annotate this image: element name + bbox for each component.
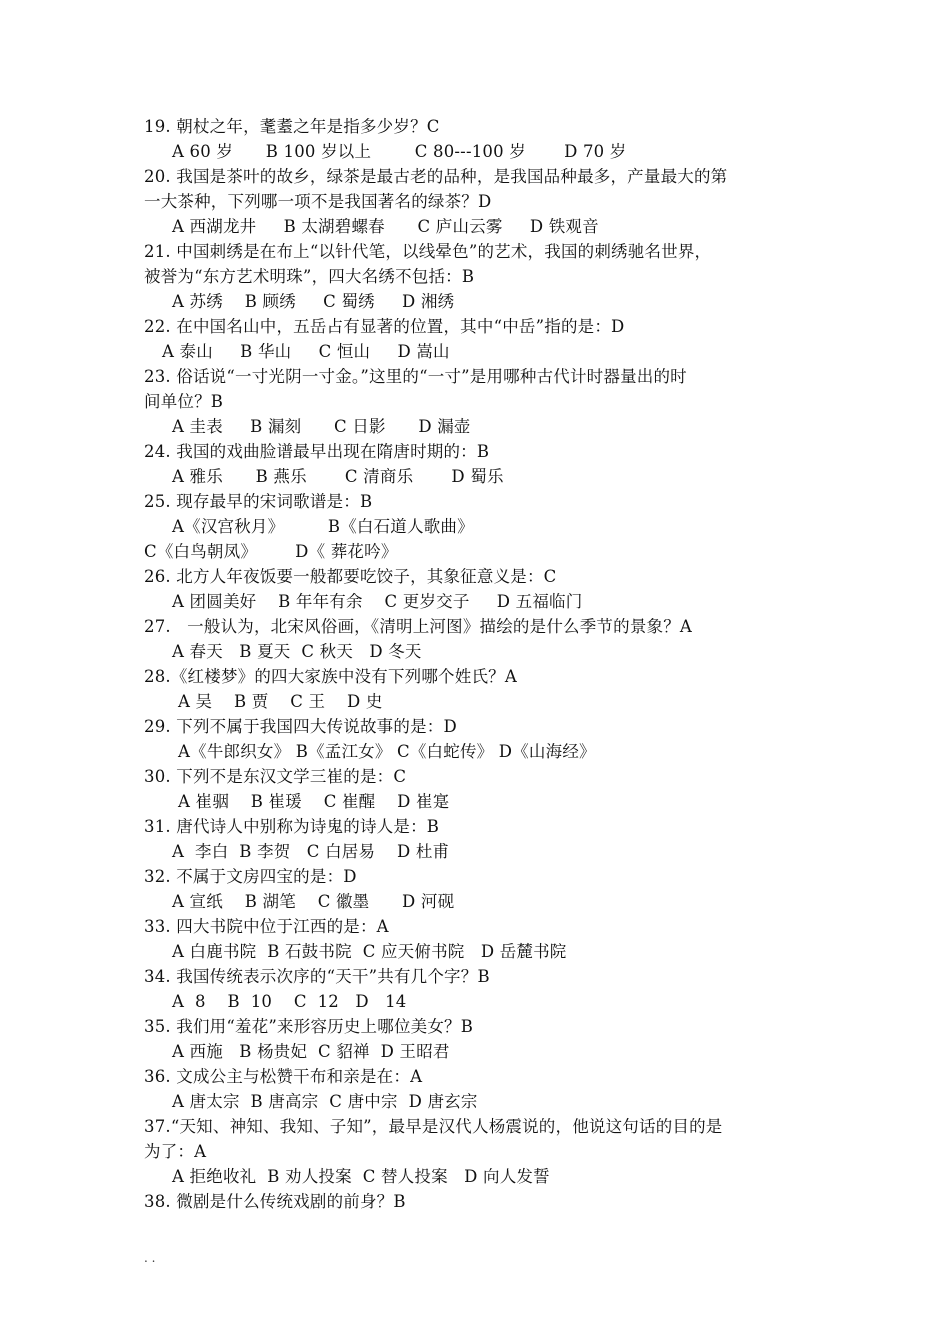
- question-32: 32. 不属于文房四宝的是：D: [144, 867, 357, 886]
- question-30: 30. 下列不是东汉文学三崔的是：C: [144, 767, 407, 786]
- question-35: 35. 我们用“羞花”来形容历史上哪位美女？B: [144, 1017, 474, 1036]
- question-19: 19. 朝杖之年，耄耋之年是指多少岁？C: [144, 117, 440, 136]
- question-22: 22. 在中国名山中，五岳占有显著的位置，其中“中岳”指的是：D: [144, 317, 625, 336]
- question-20: 20. 我国是茶叶的故乡，绿茶是最古老的品种，是我国品种最多，产量最大的第: [144, 167, 728, 186]
- question-37: 37.“天知、神知、我知、子知”，最早是汉代人杨震说的，他说这句话的目的是: [144, 1117, 723, 1136]
- options-35: A 西施 B 杨贵妃 C 貂禅 D 王昭君: [172, 1042, 450, 1061]
- question-23-cont: 间单位？B: [144, 392, 224, 411]
- options-25-a-b: A《汉宫秋月》 B《白石道人歌曲》: [172, 517, 474, 536]
- options-37: A 拒绝收礼 B 劝人投案 C 替人投案 D 向人发誓: [172, 1167, 550, 1186]
- options-22: A 泰山 B 华山 C 恒山 D 嵩山: [162, 342, 450, 361]
- options-36: A 唐太宗 B 唐高宗 C 唐中宗 D 唐玄宗: [172, 1092, 478, 1111]
- options-25-c-d: C《白鸟朝凤》 D《 葬花吟》: [144, 542, 398, 561]
- question-27: 27. 一般认为，北宋风俗画，《清明上河图》描绘的是什么季节的景象？A: [144, 617, 693, 636]
- question-23: 23. 俗话说“一寸光阴一寸金。”这里的“一寸”是用哪种古代计时器量出的时: [144, 367, 687, 386]
- question-37-cont: 为了：A: [144, 1142, 207, 1161]
- page-footer-marks: . .: [144, 1251, 156, 1265]
- options-27: A 春天 B 夏天 C 秋天 D 冬天: [172, 642, 422, 661]
- options-28: A 吴 B 贾 C 王 D 史: [178, 692, 383, 711]
- options-33: A 白鹿书院 B 石鼓书院 C 应天俯书院 D 岳麓书院: [172, 942, 567, 961]
- question-31: 31. 唐代诗人中别称为诗鬼的诗人是：B: [144, 817, 440, 836]
- options-32: A 宣纸 B 湖笔 C 徽墨 D 河砚: [172, 892, 455, 911]
- options-23: A 圭表 B 漏刻 C 日影 D 漏壶: [172, 417, 471, 436]
- question-21-cont: 被誉为“东方艺术明珠”，四大名绣不包括：B: [144, 267, 475, 286]
- options-24: A 雅乐 B 燕乐 C 清商乐 D 蜀乐: [172, 467, 504, 486]
- question-36: 36. 文成公主与松赞干布和亲是在：A: [144, 1067, 423, 1086]
- question-25: 25. 现存最早的宋词歌谱是：B: [144, 492, 373, 511]
- options-34: A 8 B 10 C 12 D 14: [172, 992, 407, 1011]
- question-26: 26. 北方人年夜饭要一般都要吃饺子，其象征意义是：C: [144, 567, 557, 586]
- options-20: A 西湖龙井 B 太湖碧螺春 C 庐山云雾 D 铁观音: [172, 217, 599, 236]
- question-28: 28.《红楼梦》的四大家族中没有下列哪个姓氏？A: [144, 667, 517, 686]
- options-30: A 崔骃 B 崔瑗 C 崔醒 D 崔寔: [178, 792, 450, 811]
- options-29: A《牛郎织女》 B《孟江女》 C《白蛇传》 D《山海经》: [178, 742, 596, 761]
- question-29: 29. 下列不属于我国四大传说故事的是：D: [144, 717, 457, 736]
- question-38: 38. 微剧是什么传统戏剧的前身？B: [144, 1192, 406, 1211]
- question-33: 33. 四大书院中位于江西的是：A: [144, 917, 389, 936]
- options-31: A 李白 B 李贺 C 白居易 D 杜甫: [172, 842, 450, 861]
- options-21: A 苏绣 B 顾绣 C 蜀绣 D 湘绣: [172, 292, 455, 311]
- question-34: 34. 我国传统表示次序的“天干”共有几个字？B: [144, 967, 490, 986]
- options-19: A 60 岁 B 100 岁以上 C 80---100 岁 D 70 岁: [172, 142, 627, 161]
- question-21: 21. 中国刺绣是在布上“以针代笔，以线晕色”的艺术，我国的刺绣驰名世界，: [144, 242, 712, 261]
- question-24: 24. 我国的戏曲脸谱最早出现在隋唐时期的：B: [144, 442, 490, 461]
- question-20-cont: 一大茶种，下列哪一项不是我国著名的绿茶？D: [144, 192, 492, 211]
- options-26: A 团圆美好 B 年年有余 C 更岁交子 D 五福临门: [172, 592, 583, 611]
